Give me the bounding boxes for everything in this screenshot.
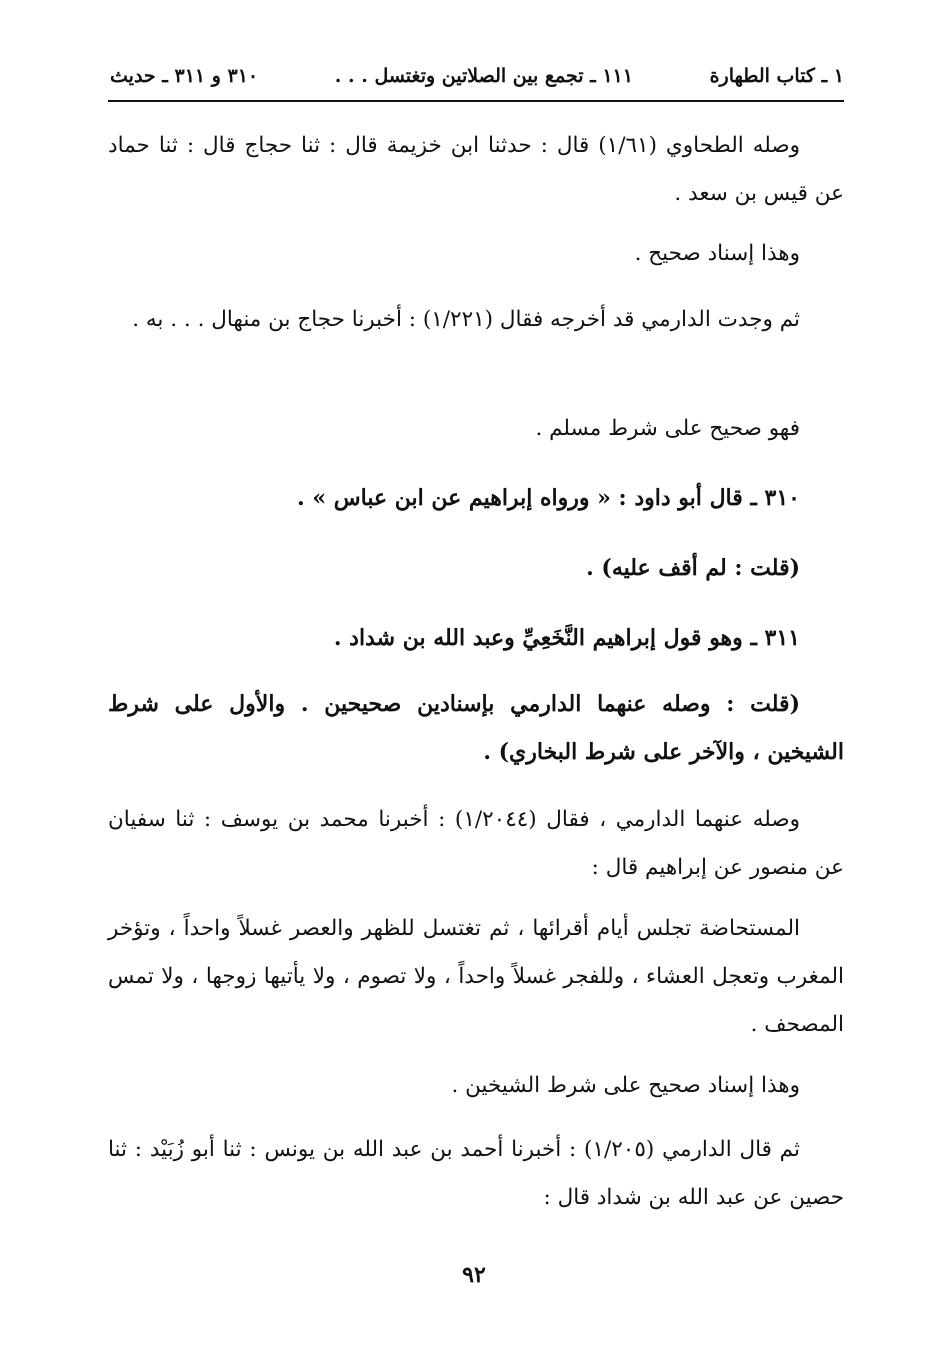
header-rule	[108, 100, 844, 102]
hadith-310: ٣١٠ ـ قال أبو داود : « ورواه إبراهيم عن ابن عباس » .	[297, 485, 800, 511]
paragraph-darimi-2: وصله عنهما الدارمي ، فقال (١/٢٠٤٤) : أخبرنا محمد بن يوسف : ثنا سفيان عن منصور عن إبراهيم قال :	[108, 807, 844, 880]
header-topic: ١١١ ـ تجمع بين الصلاتين وتغتسل . . .	[334, 65, 633, 87]
paragraph-isnad-sahih: وهذا إسناد صحيح .	[634, 241, 800, 266]
note-310: (قلت : لم أقف عليه) .	[586, 555, 800, 581]
paragraph-darimi-1: ثم وجدت الدارمي قد أخرجه فقال (١/٢٢١) : أخبرنا حجاج بن منهال . . . به .	[132, 307, 800, 332]
running-header	[110, 58, 844, 94]
note-311: (قلت : وصله عنهما الدارمي بإسنادين صحيحين . والأول على شرط الشيخين ، والآخر على شرط البخاري) .	[108, 691, 844, 765]
paragraph-tahawi: وصله الطحاوي (١/٦١) قال : حدثنا ابن خزيمة قال : ثنا حجاج قال : ثنا حماد عن قيس بن سعد .	[108, 133, 844, 206]
page-number: ٩٢	[462, 1262, 486, 1288]
paragraph-mustahada: المستحاضة تجلس أيام أقرائها ، ثم تغتسل للظهر والعصر غسلاً واحداً ، وتؤخر المغرب وتعجل العشاء ، وللفجر غسلاً واحداً ، ولا تصوم ، ولا يأتيها زوجها ، ولا تمس المصحف .	[108, 916, 844, 1037]
paragraph-muslim-condition: فهو صحيح على شرط مسلم .	[535, 416, 800, 441]
paragraph-darimi-3: ثم قال الدارمي (١/٢٠٥) : أخبرنا أحمد بن عبد الله بن يونس : ثنا أبو زُبَيْد : ثنا حصين عن عبد الله بن شداد قال :	[108, 1137, 844, 1210]
paragraph-isnad-shaykhayn: وهذا إسناد صحيح على شرط الشيخين .	[451, 1073, 800, 1098]
header-hadith-range: ٣١٠ و ٣١١ ـ حديث	[110, 65, 259, 87]
header-chapter: ١ ـ كتاب الطهارة	[709, 65, 844, 87]
hadith-311: ٣١١ ـ وهو قول إبراهيم النَّخَعِيِّ وعبد الله بن شداد .	[333, 625, 800, 651]
